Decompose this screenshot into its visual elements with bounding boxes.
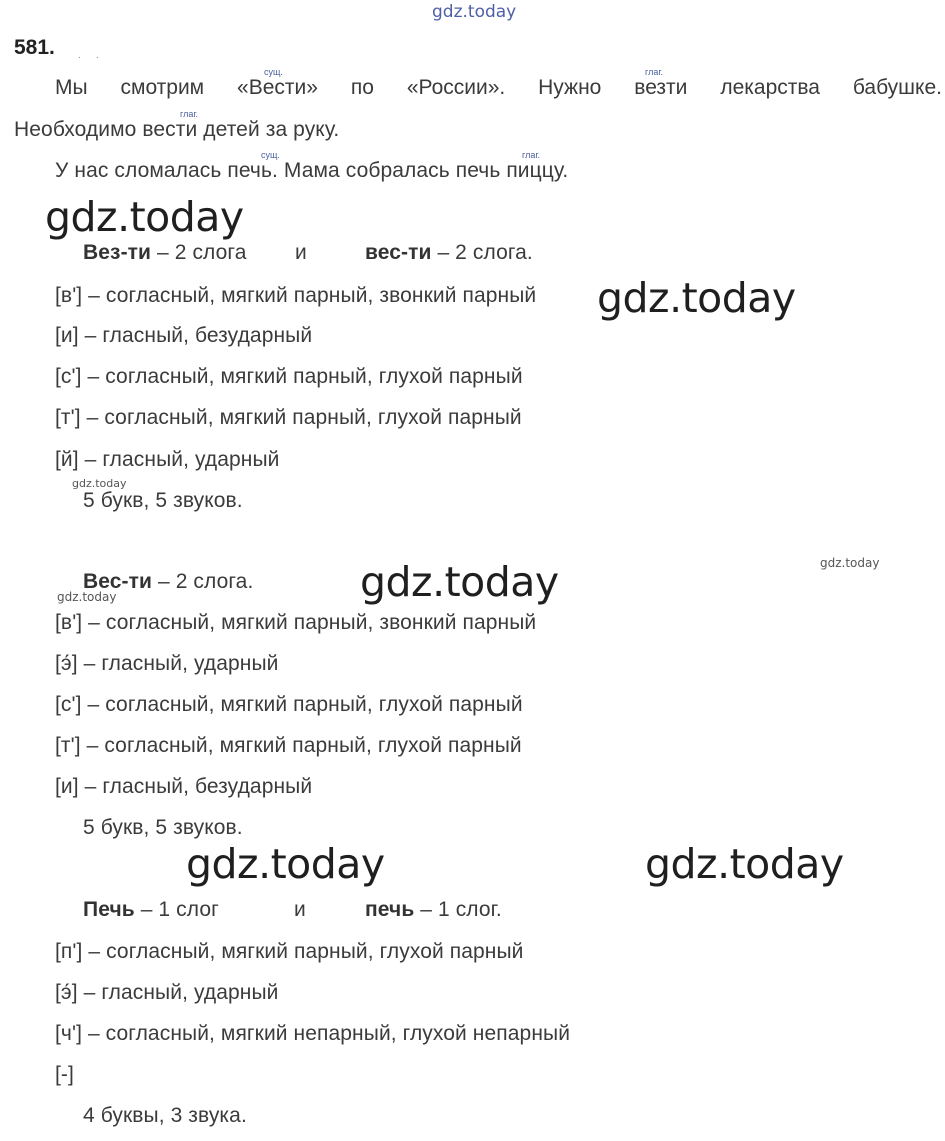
mark-noun: сущ. [264, 67, 283, 77]
word: «России». [406, 76, 506, 99]
syllable-count: – 1 слог [134, 898, 219, 921]
task-line-1 [55, 76, 942, 100]
block2-summary: 5 букв, 5 звуков. [83, 816, 243, 839]
task-line-2: Необходимо вести детей за руку. [14, 118, 340, 141]
word: смотрим [120, 76, 205, 99]
dots-mark: . [78, 50, 81, 61]
watermark-small: gdz.today [72, 477, 127, 490]
mark-verb: глаг. [522, 150, 541, 160]
sound-line: [и] – гласный, безударный [55, 775, 313, 798]
mark-noun: сущ. [261, 150, 280, 160]
sound-line: [-] [55, 1063, 74, 1086]
watermark-top: gdz.today [432, 2, 517, 22]
sound-line: [т'] – согласный, мягкий парный, глухой парный [55, 406, 522, 429]
mark-verb: глаг. [645, 67, 664, 77]
syllable-word: Вес-ти [83, 570, 153, 593]
sound-line: [и] – гласный, безударный [55, 324, 313, 347]
syllable-count: – 2 слога [151, 241, 247, 264]
watermark-small: gdz.today [820, 556, 880, 570]
sound-line: [э́] – гласный, ударный [55, 652, 279, 675]
conjunction: и [295, 241, 307, 264]
sound-line: [с'] – согласный, мягкий парный, глухой парный [55, 693, 523, 716]
watermark: gdz.today [360, 558, 559, 606]
block1-heading-right [365, 241, 533, 265]
word: Мы [55, 76, 88, 99]
dots-mark: . [96, 50, 99, 61]
sound-line: [с'] – согласный, мягкий парный, глухой парный [55, 365, 523, 388]
watermark: gdz.today [186, 840, 385, 888]
sound-line: [т'] – согласный, мягкий парный, глухой парный [55, 734, 522, 757]
watermark: gdz.today [45, 193, 244, 241]
watermark-small: gdz.today [57, 590, 117, 604]
sound-line: [в'] – согласный, мягкий парный, звонкий парный [55, 284, 537, 307]
exercise-number: 581. [14, 36, 55, 59]
watermark: gdz.today [645, 840, 844, 888]
conjunction: и [294, 898, 306, 921]
word-vesti-noun: «Вести» [237, 76, 318, 99]
block3-heading-left [83, 898, 219, 922]
sound-line: [й] – гласный, ударный [55, 448, 280, 471]
syllable-word: вес-ти [365, 241, 432, 264]
block1-summary: 5 букв, 5 звуков. [83, 489, 243, 512]
block3-summary: 4 буквы, 3 звука. [83, 1104, 247, 1127]
sound-line: [п'] – согласный, мягкий парный, глухой парный [55, 940, 524, 963]
task-line-3: У нас сломалась печь. Мама собралась печь пиццу. [55, 159, 569, 182]
word-vezti-verb: везти [634, 76, 688, 99]
mark-verb: глаг. [180, 109, 199, 119]
sound-line: [в'] – согласный, мягкий парный, звонкий парный [55, 611, 537, 634]
word: Нужно [538, 76, 602, 99]
syllable-word: Вез-ти [83, 241, 152, 264]
syllable-count: – 2 слога. [431, 241, 533, 264]
block1-heading-left [83, 241, 247, 265]
block3-heading-right [365, 898, 502, 922]
syllable-word: Печь [83, 898, 135, 921]
syllable-word: печь [365, 898, 415, 921]
sound-line: [ч'] – согласный, мягкий непарный, глухой непарный [55, 1022, 571, 1045]
watermark: gdz.today [597, 274, 796, 322]
word: по [350, 76, 374, 99]
sound-line: [э́] – гласный, ударный [55, 981, 279, 1004]
word: лекарства [720, 76, 820, 99]
word: бабушке. [852, 76, 942, 99]
syllable-count: – 1 слог. [414, 898, 502, 921]
syllable-count: – 2 слога. [152, 570, 254, 593]
